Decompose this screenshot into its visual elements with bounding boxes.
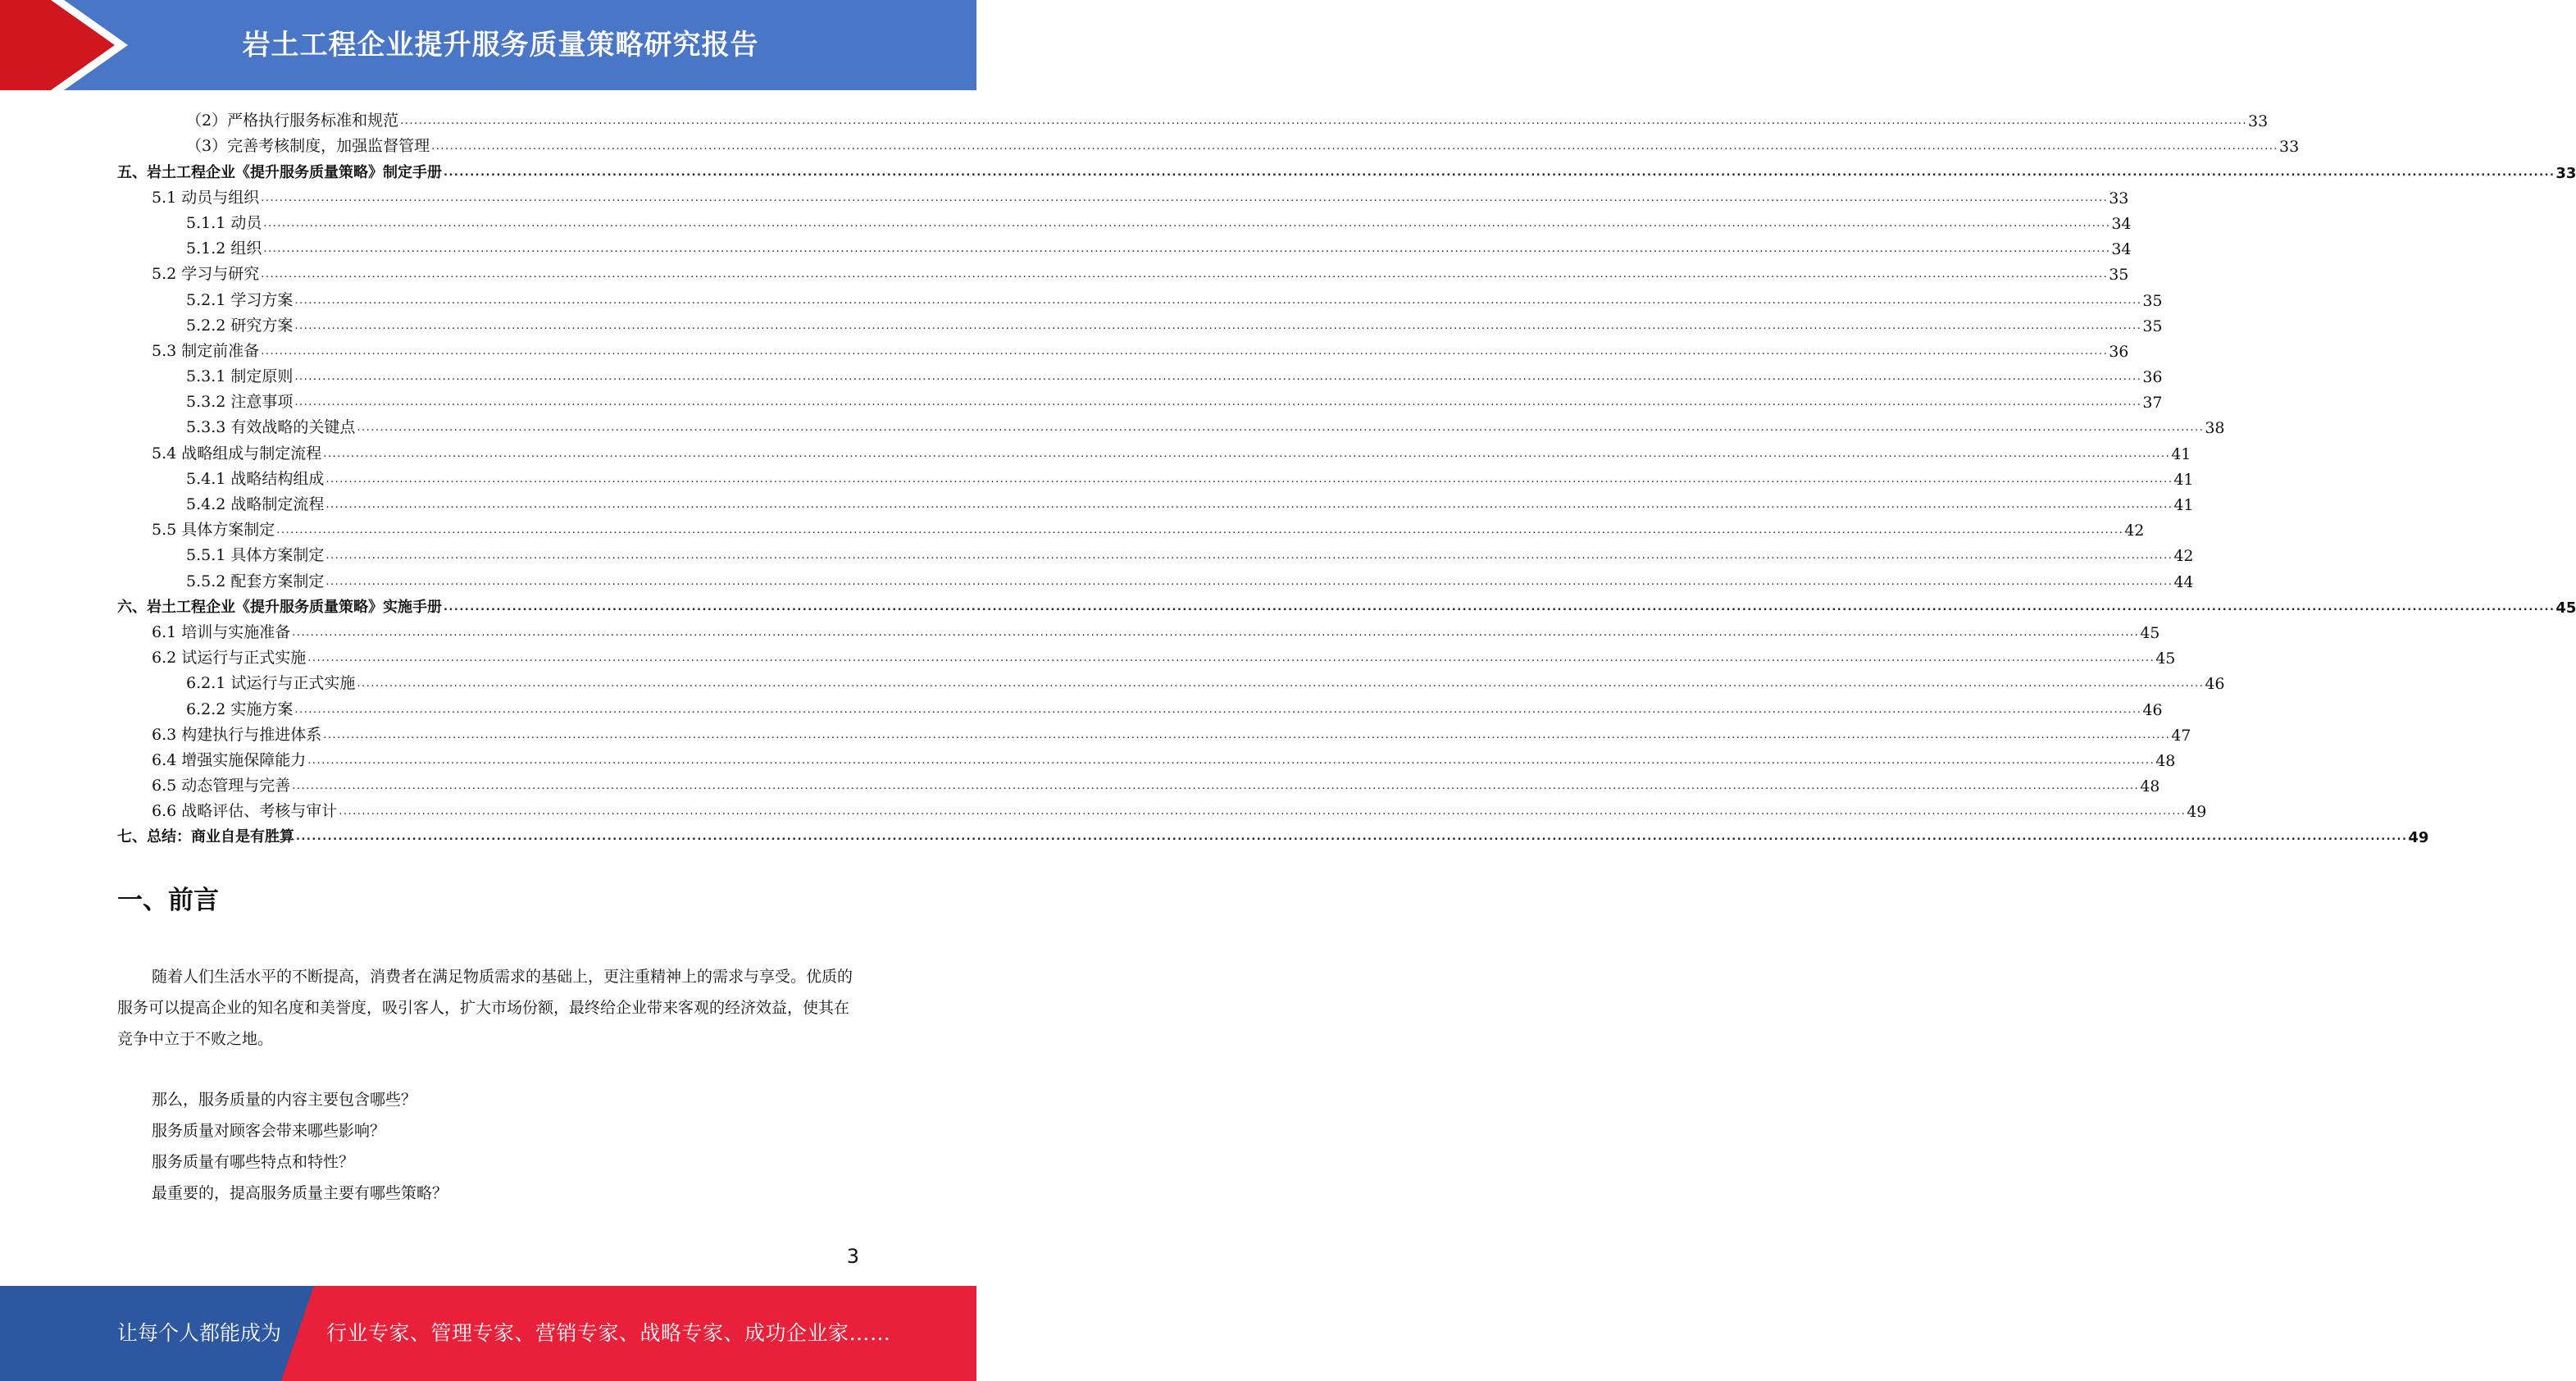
toc-entry-title: 5.5.2 配套方案制定 [186, 572, 325, 590]
toc-entry-title: 七、总结：商业自是有胜算 [117, 828, 294, 846]
toc-leader-dots: ................................................................................................................................................................................................................................................................................................................................................................................................................ [357, 677, 2205, 690]
toc-entry-title: 5.3 制定前准备 [152, 341, 260, 360]
toc-entry[interactable] [117, 335, 2129, 361]
toc-entry[interactable] [117, 412, 2225, 438]
toc-entry[interactable] [117, 489, 2194, 514]
toc-entry-title: 5.1.1 动员 [186, 213, 262, 232]
toc-leader-dots: ................................................................................................................................................................................................................................................................................................................................................................................................................ [296, 831, 2408, 844]
page-number: 3 [846, 1245, 859, 1268]
toc-entry[interactable] [117, 745, 2176, 770]
toc-leader-dots: ................................................................................................................................................................................................................................................................................................................................................................................................................ [307, 754, 2155, 767]
toc-entry-page: 42 [2173, 547, 2194, 566]
toc-leader-dots: ................................................................................................................................................................................................................................................................................................................................................................................................................ [263, 216, 2111, 230]
question-item: 服务质量有哪些特点和特性？ [152, 1153, 355, 1171]
toc-leader-dots: ................................................................................................................................................................................................................................................................................................................................................................................................................ [292, 780, 2140, 793]
toc-entry-page: 42 [2124, 522, 2145, 540]
toc-entry-title: 5.2.2 研究方案 [186, 316, 294, 335]
toc-entry[interactable] [117, 719, 2191, 745]
toc-entry-page: 41 [2173, 470, 2194, 489]
toc-leader-dots: ................................................................................................................................................................................................................................................................................................................................................................................................................ [444, 166, 2556, 179]
toc-entry[interactable] [117, 642, 2176, 668]
toc-entry[interactable] [117, 795, 2207, 822]
toc-entry[interactable] [117, 591, 2576, 617]
toc-entry-title: 5.5 具体方案制定 [152, 521, 275, 540]
toc-leader-dots: ................................................................................................................................................................................................................................................................................................................................................................................................................ [323, 728, 2171, 741]
toc-entry-page: 46 [2142, 700, 2163, 719]
toc-entry-page: 49 [2187, 803, 2207, 822]
toc-entry-title: 6.4 增强实施保障能力 [152, 750, 307, 769]
toc-entry-title: 5.4 战略组成与制定流程 [152, 444, 322, 463]
toc-entry-page: 47 [2171, 726, 2191, 745]
toc-entry-page: 33 [2556, 164, 2576, 182]
page-header [0, 0, 976, 90]
page-footer [0, 1286, 976, 1381]
toc-entry[interactable] [117, 284, 2163, 310]
toc-entry[interactable] [117, 156, 2576, 182]
toc-entry-page: 41 [2173, 496, 2194, 514]
toc-leader-dots: ................................................................................................................................................................................................................................................................................................................................................................................................................ [294, 319, 2142, 332]
toc-entry-title: 5.5.1 具体方案制定 [186, 546, 325, 565]
toc-leader-dots: ................................................................................................................................................................................................................................................................................................................................................................................................................ [400, 115, 2248, 128]
toc-leader-dots: ................................................................................................................................................................................................................................................................................................................................................................................................................ [357, 422, 2205, 435]
question-item: 那么，服务质量的内容主要包含哪些？ [152, 1091, 417, 1109]
footer-slogan-left: 让每个人都能成为 [117, 1321, 282, 1345]
toc-entry[interactable] [117, 105, 2269, 131]
toc-entry-page: 48 [2140, 777, 2160, 796]
toc-entry-title: 6.2.1 试运行与正式实施 [186, 674, 356, 693]
toc-entry-page: 44 [2173, 572, 2194, 591]
question-list [152, 1084, 448, 1209]
toc-leader-dots: ................................................................................................................................................................................................................................................................................................................................................................................................................ [325, 499, 2173, 511]
toc-entry-page: 35 [2142, 317, 2163, 335]
toc-leader-dots: ................................................................................................................................................................................................................................................................................................................................................................................................................ [261, 268, 2109, 281]
question-item: 服务质量对顾客会带来哪些影响？ [152, 1122, 386, 1140]
toc-entry-page: 38 [2205, 419, 2225, 438]
toc-entry[interactable] [117, 565, 2194, 591]
toc-leader-dots: ................................................................................................................................................................................................................................................................................................................................................................................................................ [261, 191, 2109, 204]
intro-paragraph: 随着人们生活水平的不断提高，消费者在满足物质需求的基础上，更注重精神上的需求与享受。优质的服务可以提高企业的知名度和美誉度，吸引客人，扩大市场份额，最终给企业带来客观的经济效益，使其在竞争中立于不败之地。 [117, 968, 853, 1048]
toc-leader-dots: ................................................................................................................................................................................................................................................................................................................................................................................................................ [294, 294, 2142, 307]
toc-entry-page: 36 [2142, 368, 2163, 387]
toc-entry[interactable] [117, 207, 2132, 233]
toc-entry-page: 45 [2155, 649, 2176, 668]
toc-entry-title: 5.2 学习与研究 [152, 265, 260, 284]
toc-leader-dots: ................................................................................................................................................................................................................................................................................................................................................................................................................ [444, 600, 2556, 613]
report-title: 岩土工程企业提升服务质量策略研究报告 [242, 29, 759, 62]
toc-entry[interactable] [117, 258, 2129, 285]
toc-entry-title: 5.4.2 战略制定流程 [186, 495, 325, 513]
toc-entry-title: 6.2 试运行与正式实施 [152, 649, 307, 668]
toc-entry[interactable] [117, 770, 2160, 796]
toc-leader-dots: ................................................................................................................................................................................................................................................................................................................................................................................................................ [261, 344, 2109, 358]
toc-entry-title: （2）严格执行服务标准和规范 [186, 112, 399, 130]
toc-entry[interactable] [117, 386, 2163, 412]
toc-entry[interactable] [117, 821, 2429, 847]
toc-entry-page: 33 [2279, 138, 2300, 157]
toc-entry[interactable] [117, 310, 2163, 335]
toc-entry-page: 34 [2111, 214, 2132, 233]
toc-entry-title: 5.3.3 有效战略的关键点 [186, 418, 356, 437]
toc-entry-title: 6.5 动态管理与完善 [152, 777, 291, 795]
toc-entry-page: 41 [2171, 444, 2191, 463]
toc-entry-title: 5.1.2 组织 [186, 239, 262, 258]
toc-leader-dots: ................................................................................................................................................................................................................................................................................................................................................................................................................ [431, 140, 2279, 153]
toc-entry-title: 五、岩土工程企业《提升服务质量策略》制定手册 [117, 163, 442, 181]
toc-entry-page: 33 [2248, 112, 2269, 131]
toc-entry[interactable] [117, 617, 2160, 642]
toc-entry-page: 45 [2140, 623, 2160, 642]
toc-leader-dots: ................................................................................................................................................................................................................................................................................................................................................................................................................ [339, 805, 2187, 818]
toc-leader-dots: ................................................................................................................................................................................................................................................................................................................................................................................................................ [292, 626, 2140, 639]
toc-entry[interactable] [117, 540, 2194, 566]
toc-entry-title: 5.2.1 学习方案 [186, 290, 294, 309]
section-heading: 一、前言 [117, 886, 219, 915]
toc-leader-dots: ................................................................................................................................................................................................................................................................................................................................................................................................................ [323, 447, 2171, 460]
toc-entry-page: 34 [2111, 240, 2132, 259]
toc-entry[interactable] [117, 361, 2163, 387]
toc-leader-dots: ................................................................................................................................................................................................................................................................................................................................................................................................................ [325, 472, 2173, 485]
toc-leader-dots: ................................................................................................................................................................................................................................................................................................................................................................................................................ [294, 396, 2142, 409]
table-of-contents [117, 105, 2576, 847]
toc-entry-title: 6.2.2 实施方案 [186, 700, 294, 718]
toc-entry[interactable] [117, 514, 2145, 540]
toc-entry[interactable] [117, 437, 2191, 463]
toc-leader-dots: ................................................................................................................................................................................................................................................................................................................................................................................................................ [325, 549, 2173, 563]
question-item: 最重要的，提高服务质量主要有哪些策略？ [152, 1184, 448, 1202]
toc-entry-title: 5.3.1 制定原则 [186, 367, 294, 386]
header-red-chevron [0, 0, 131, 90]
toc-leader-dots: ................................................................................................................................................................................................................................................................................................................................................................................................................ [294, 703, 2142, 716]
toc-entry-title: 5.1 动员与组织 [152, 188, 260, 207]
toc-entry-title: 6.1 培训与实施准备 [152, 622, 291, 641]
toc-entry-title: 5.3.2 注意事项 [186, 393, 294, 412]
toc-entry-page: 35 [2142, 291, 2163, 310]
toc-entry-page: 35 [2109, 266, 2129, 285]
toc-leader-dots: ................................................................................................................................................................................................................................................................................................................................................................................................................ [263, 243, 2111, 256]
toc-leader-dots: ................................................................................................................................................................................................................................................................................................................................................................................................................ [325, 575, 2173, 588]
toc-entry-page: 36 [2109, 342, 2129, 361]
toc-entry[interactable] [117, 463, 2194, 489]
toc-entry[interactable] [117, 233, 2132, 259]
toc-entry-title: 6.3 构建执行与推进体系 [152, 725, 322, 744]
footer-slogan-right: 行业专家、管理专家、营销专家、战略专家、成功企业家…… [326, 1321, 891, 1345]
toc-entry-page: 48 [2155, 751, 2176, 770]
toc-entry-page: 37 [2142, 394, 2163, 412]
toc-entry-page: 49 [2408, 829, 2429, 847]
toc-entry-title: 六、岩土工程企业《提升服务质量策略》实施手册 [117, 598, 442, 616]
toc-entry-page: 46 [2205, 675, 2225, 694]
toc-entry-title: 6.6 战略评估、考核与审计 [152, 802, 338, 821]
toc-entry[interactable] [117, 693, 2163, 719]
toc-entry-page: 45 [2556, 599, 2576, 617]
toc-leader-dots: ................................................................................................................................................................................................................................................................................................................................................................................................................ [276, 524, 2124, 537]
toc-leader-dots: ................................................................................................................................................................................................................................................................................................................................................................................................................ [294, 371, 2142, 384]
toc-entry[interactable] [117, 130, 2300, 157]
toc-entry[interactable] [117, 668, 2225, 694]
toc-entry-page: 33 [2109, 189, 2129, 207]
toc-entry-title: （3）完善考核制度，加强监督管理 [186, 137, 430, 156]
toc-entry-title: 5.4.1 战略结构组成 [186, 469, 325, 488]
toc-leader-dots: ................................................................................................................................................................................................................................................................................................................................................................................................................ [307, 652, 2155, 665]
toc-entry[interactable] [117, 182, 2129, 207]
